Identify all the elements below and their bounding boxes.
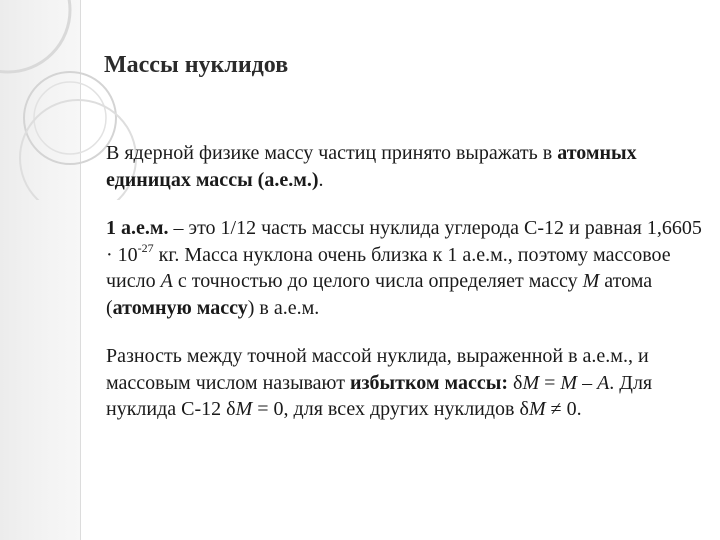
p3-var-m-4: M bbox=[528, 398, 546, 420]
paragraph-amu-definition bbox=[106, 215, 706, 321]
p3-var-m-3: M bbox=[235, 398, 253, 420]
slide-title: Массы нуклидов bbox=[104, 52, 289, 78]
p3-var-m-1: M bbox=[522, 371, 540, 394]
p2-bold-amu: 1 а.е.м. bbox=[106, 217, 169, 239]
p2-text-c: кг. Масса нуклона очень близка к 1 а.е.м., поэтому массовое число bbox=[106, 243, 671, 292]
p3-eq-1: = bbox=[539, 371, 561, 394]
p3-bold-mass-excess: избытком массы: bbox=[349, 371, 509, 394]
p3-minus: – bbox=[577, 371, 598, 394]
p3-delta-1: δ bbox=[508, 371, 523, 394]
p2-text-g: ) в а.е.м. bbox=[247, 296, 320, 319]
p2-bold-atomic-mass: атомную массу bbox=[112, 296, 248, 319]
p3-var-m-2: M bbox=[560, 371, 578, 394]
p1-bold-term: атомных единицах массы (а.е.м.) bbox=[106, 142, 637, 191]
p2-text-e: атома ( bbox=[106, 270, 653, 319]
p2-text-d: с точностью до целого числа определяет массу bbox=[172, 270, 583, 292]
p2-text-b: – это 1/12 часть массы нуклида углерода С-12 и равная 1,6605 · 10 bbox=[106, 217, 702, 266]
slide-body bbox=[106, 140, 706, 445]
p1-text-a: В ядерной физике массу частиц принято выражать в bbox=[106, 142, 558, 164]
p3-text-k: = 0, для всех других нуклидов δ bbox=[252, 398, 529, 420]
paragraph-mass-excess bbox=[106, 343, 706, 423]
p3-text-m: ≠ 0. bbox=[545, 398, 582, 420]
p2-var-a: A bbox=[160, 270, 173, 292]
p2-exponent: -27 bbox=[137, 240, 154, 255]
p1-text-c: . bbox=[318, 168, 324, 191]
paragraph-units bbox=[106, 140, 706, 193]
p3-text-a: Разность между точной массой нуклида, выраженной в а.е.м., и массовым числом называют bbox=[106, 345, 649, 394]
p2-var-m: M bbox=[582, 270, 600, 292]
p3-var-a: A bbox=[597, 371, 610, 394]
p3-text-i: . Для нуклида С-12 δ bbox=[106, 371, 653, 420]
